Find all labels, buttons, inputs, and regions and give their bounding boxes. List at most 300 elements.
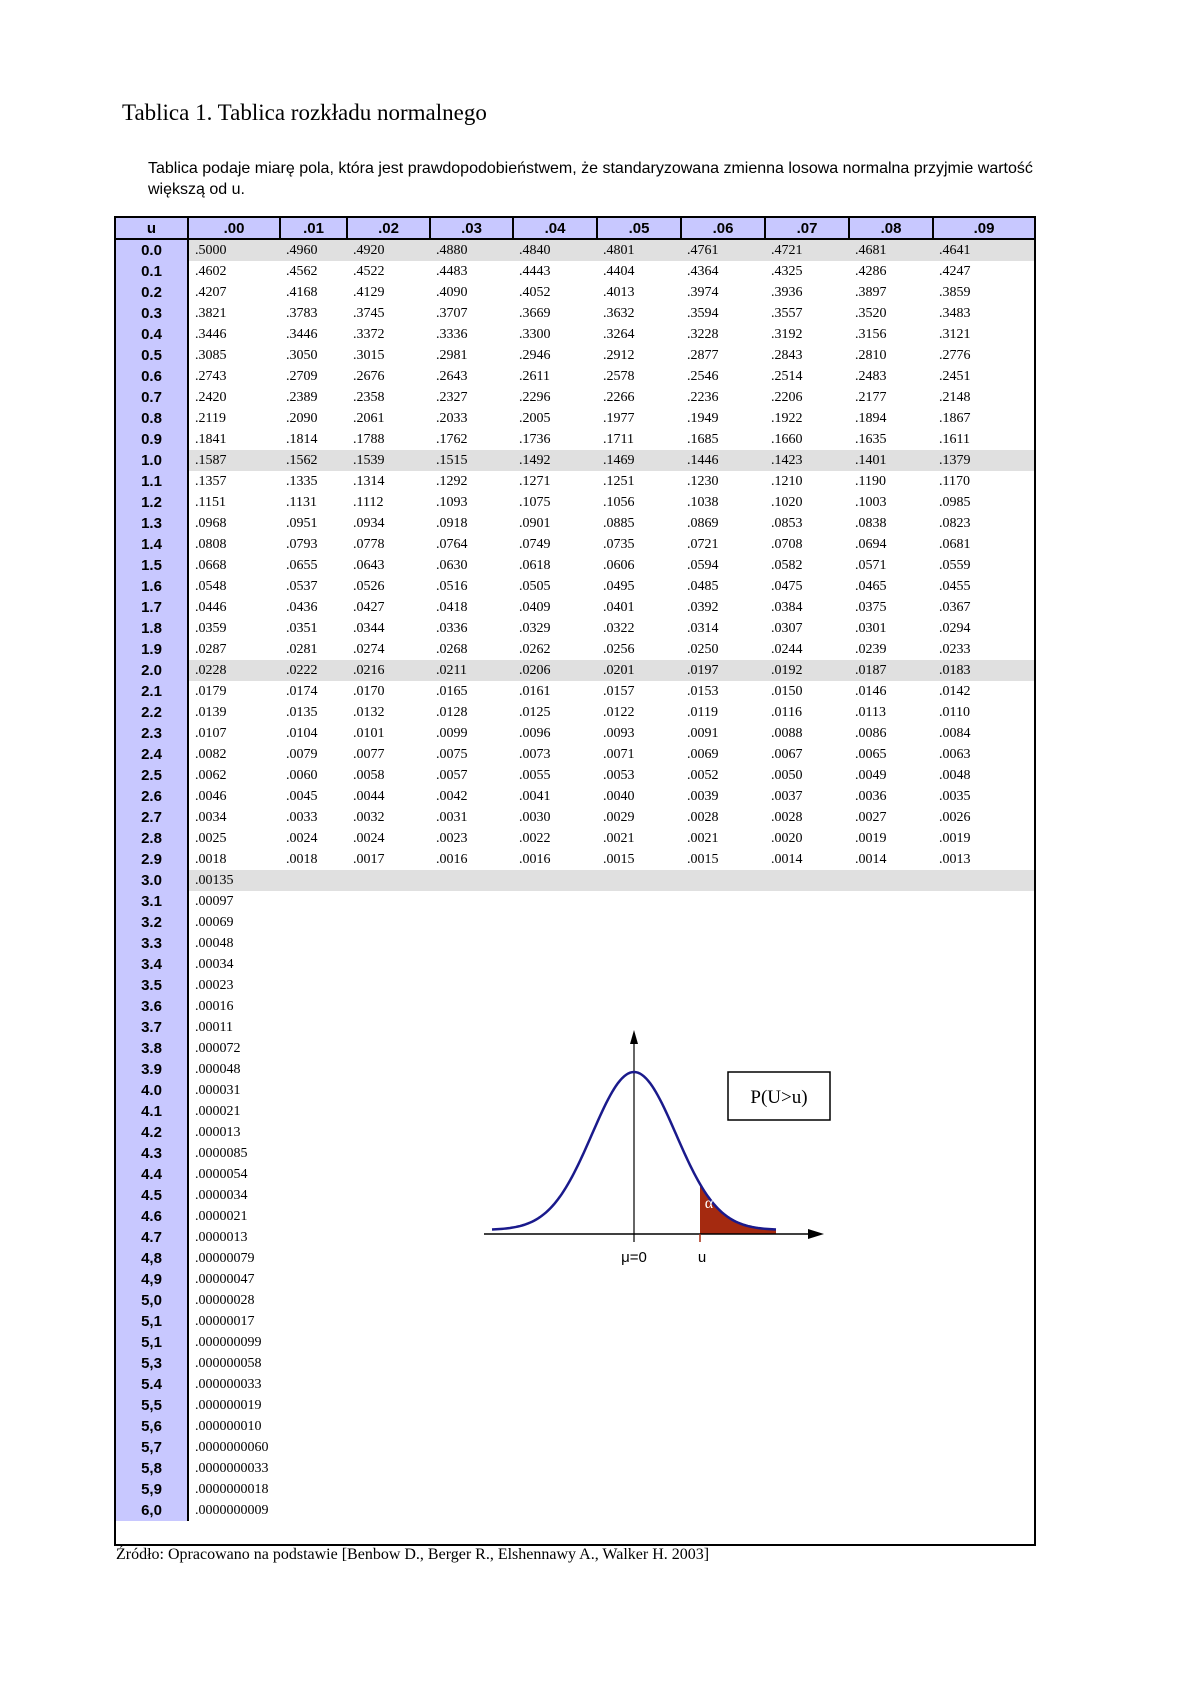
table-cell [933, 1311, 1034, 1332]
table-row [116, 345, 1034, 366]
table-cell: .2912 [603, 348, 635, 363]
table-row [116, 1290, 1034, 1311]
table-cell: .0067 [771, 747, 803, 762]
table-cell [280, 1479, 347, 1500]
table-cell: .0014 [771, 852, 803, 867]
table-cell: .00011 [195, 1020, 233, 1035]
table-cell: .1977 [603, 411, 635, 426]
table-cell: .0028 [687, 810, 719, 825]
row-u-value: 3.6 [116, 996, 188, 1017]
table-cell [513, 1437, 597, 1458]
table-row [116, 786, 1034, 807]
table-cell [681, 933, 765, 954]
table-row [116, 744, 1034, 765]
table-cell [347, 1164, 430, 1185]
table-cell: .0026 [939, 810, 971, 825]
table-cell: .1685 [687, 432, 719, 447]
row-u-value: 0.7 [116, 387, 188, 408]
table-row [116, 765, 1034, 786]
column-header: .08 [849, 218, 933, 239]
table-cell [765, 891, 849, 912]
table-cell: .00000047 [195, 1272, 255, 1287]
table-cell: .0153 [687, 684, 719, 699]
table-cell: .0436 [286, 600, 318, 615]
row-u-value: 2.4 [116, 744, 188, 765]
table-cell [849, 1248, 933, 1269]
table-cell: .2206 [771, 390, 803, 405]
table-cell: .0721 [687, 537, 719, 552]
table-cell: .0606 [603, 558, 635, 573]
table-cell: .1841 [195, 432, 227, 447]
table-cell [765, 1500, 849, 1521]
table-cell: .0367 [939, 600, 971, 615]
table-cell [933, 1122, 1034, 1143]
row-u-value: 6,0 [116, 1500, 188, 1521]
table-cell: .4801 [597, 239, 681, 261]
row-u-value: 2.5 [116, 765, 188, 786]
table-cell [347, 1101, 430, 1122]
table-cell: .0384 [771, 600, 803, 615]
table-cell [597, 1290, 681, 1311]
table-row [116, 429, 1034, 450]
row-u-value: 5,8 [116, 1458, 188, 1479]
table-cell [430, 1374, 513, 1395]
table-cell: .00048 [195, 936, 234, 951]
table-cell: .0132 [353, 705, 385, 720]
table-cell [597, 1500, 681, 1521]
table-cell [849, 1290, 933, 1311]
table-cell: .4207 [195, 285, 227, 300]
table-row [116, 807, 1034, 828]
row-u-value: 1.2 [116, 492, 188, 513]
table-cell: .0869 [687, 516, 719, 531]
table-cell: .3897 [855, 285, 887, 300]
table-cell: .00034 [195, 957, 234, 972]
table-cell [280, 1227, 347, 1248]
table-cell: .2546 [687, 369, 719, 384]
table-row [116, 1500, 1034, 1521]
row-u-value: 2.6 [116, 786, 188, 807]
table-cell [933, 1500, 1034, 1521]
table-row [116, 954, 1034, 975]
row-u-value: 3.1 [116, 891, 188, 912]
table-cell [933, 1479, 1034, 1500]
table-cell: .4920 [347, 239, 430, 261]
table-cell: .4641 [933, 239, 1034, 261]
table-cell [513, 912, 597, 933]
table-cell [765, 1311, 849, 1332]
table-cell: .0077 [353, 747, 385, 762]
table-cell [765, 1479, 849, 1500]
table-row [116, 912, 1034, 933]
row-u-value: 0.6 [116, 366, 188, 387]
table-row [116, 408, 1034, 429]
u-label: u [697, 1249, 707, 1266]
table-cell: .1401 [849, 450, 933, 471]
table-cell: .0485 [687, 579, 719, 594]
row-u-value: 1.7 [116, 597, 188, 618]
table-cell [597, 891, 681, 912]
table-row [116, 450, 1034, 471]
table-cell [280, 1332, 347, 1353]
row-u-value: 0.8 [116, 408, 188, 429]
table-cell: .2611 [519, 369, 550, 384]
table-cell: .0968 [195, 516, 227, 531]
table-cell [430, 1311, 513, 1332]
row-u-value: 1.5 [116, 555, 188, 576]
table-row [116, 870, 1034, 891]
table-cell [765, 996, 849, 1017]
table-cell: .0014 [855, 852, 887, 867]
table-cell [347, 1269, 430, 1290]
table-cell [597, 1332, 681, 1353]
table-cell: .0071 [603, 747, 635, 762]
table-cell: .0735 [603, 537, 635, 552]
table-cell: .4602 [195, 264, 227, 279]
table-cell: .1230 [687, 474, 719, 489]
table-cell: .1894 [855, 411, 887, 426]
table-cell: .3300 [519, 327, 551, 342]
table-cell: .3050 [286, 348, 318, 363]
table-cell: .2236 [687, 390, 719, 405]
table-cell: .3520 [855, 306, 887, 321]
table-row [116, 513, 1034, 534]
table-cell: .0104 [286, 726, 318, 741]
table-row [116, 387, 1034, 408]
table-row [116, 828, 1034, 849]
table-cell [681, 954, 765, 975]
table-cell [347, 1311, 430, 1332]
table-cell: .0206 [513, 660, 597, 681]
table-cell: .0418 [436, 600, 468, 615]
table-cell: .0793 [286, 537, 318, 552]
table-cell: .1131 [286, 495, 317, 510]
row-u-value: 2.8 [116, 828, 188, 849]
table-cell: .0401 [603, 600, 635, 615]
table-cell: .3192 [771, 327, 803, 342]
row-u-value: 3.5 [116, 975, 188, 996]
table-cell [430, 870, 513, 891]
table-cell: .0375 [855, 600, 887, 615]
table-cell: .0901 [519, 516, 551, 531]
table-cell: .0216 [347, 660, 430, 681]
row-u-value: 5,3 [116, 1353, 188, 1374]
table-cell: .0778 [353, 537, 385, 552]
table-cell [849, 1206, 933, 1227]
table-cell: .0033 [286, 810, 318, 825]
table-cell [933, 1101, 1034, 1122]
table-cell [765, 1458, 849, 1479]
table-cell [347, 1395, 430, 1416]
table-cell [597, 1374, 681, 1395]
table-cell [849, 996, 933, 1017]
table-cell: .3745 [353, 306, 385, 321]
table-cell [347, 1143, 430, 1164]
table-cell [347, 1227, 430, 1248]
table-cell [280, 1353, 347, 1374]
table-cell: .3446 [286, 327, 318, 342]
table-cell [933, 1080, 1034, 1101]
table-cell: .3372 [353, 327, 385, 342]
table-cell [347, 870, 430, 891]
table-cell: .0294 [939, 621, 971, 636]
table-cell: .0069 [687, 747, 719, 762]
table-cell [849, 1416, 933, 1437]
table-cell [765, 1353, 849, 1374]
table-cell [933, 1059, 1034, 1080]
table-cell: .0655 [286, 558, 318, 573]
table-cell [849, 1353, 933, 1374]
table-cell: .2327 [436, 390, 468, 405]
table-cell [513, 1290, 597, 1311]
table-cell: .0192 [765, 660, 849, 681]
table-cell [280, 975, 347, 996]
table-cell [347, 1416, 430, 1437]
table-cell: .0307 [771, 621, 803, 636]
table-cell: .0041 [519, 789, 551, 804]
table-cell: .1867 [939, 411, 971, 426]
table-cell: .0093 [603, 726, 635, 741]
table-cell [933, 891, 1034, 912]
table-cell [513, 1458, 597, 1479]
table-cell: .0053 [603, 768, 635, 783]
table-cell: .3936 [771, 285, 803, 300]
row-u-value: 5,5 [116, 1395, 188, 1416]
table-cell [513, 870, 597, 891]
table-cell: .1314 [353, 474, 385, 489]
table-cell: .000000033 [195, 1377, 262, 1392]
table-cell: .4840 [513, 239, 597, 261]
table-cell: .0073 [519, 747, 551, 762]
table-cell [933, 1185, 1034, 1206]
table-cell: .2514 [771, 369, 803, 384]
row-u-value: 4,8 [116, 1248, 188, 1269]
table-row [116, 1437, 1034, 1458]
table-cell: .0250 [687, 642, 719, 657]
table-cell: .000000058 [195, 1356, 262, 1371]
table-cell [280, 1185, 347, 1206]
table-cell: .0113 [855, 705, 886, 720]
probability-label: P(U>u) [750, 1087, 808, 1108]
table-cell: .1271 [519, 474, 551, 489]
table-cell: .2981 [436, 348, 468, 363]
table-cell [430, 891, 513, 912]
table-cell: .0046 [195, 789, 227, 804]
row-u-value: 0.2 [116, 282, 188, 303]
table-cell [765, 1332, 849, 1353]
column-header: .06 [681, 218, 765, 239]
table-cell: .0060 [286, 768, 318, 783]
table-cell [933, 996, 1034, 1017]
table-cell: .0548 [195, 579, 227, 594]
table-cell: .1539 [347, 450, 430, 471]
table-cell [430, 1500, 513, 1521]
table-cell [347, 1248, 430, 1269]
row-u-value: 4.3 [116, 1143, 188, 1164]
table-cell: .0015 [603, 852, 635, 867]
table-cell: .1736 [519, 432, 551, 447]
table-cell [933, 1143, 1034, 1164]
table-cell: .2483 [855, 369, 887, 384]
table-cell: .4286 [855, 264, 887, 279]
table-cell: .0000013 [195, 1230, 248, 1245]
table-cell: .00023 [195, 978, 234, 993]
table-cell: .0048 [939, 768, 971, 783]
table-cell [681, 1311, 765, 1332]
table-cell [933, 1206, 1034, 1227]
table-cell: .0055 [519, 768, 551, 783]
table-cell: .3336 [436, 327, 468, 342]
table-cell: .1335 [286, 474, 318, 489]
table-cell [430, 954, 513, 975]
table-cell [347, 1017, 430, 1038]
table-cell [280, 1395, 347, 1416]
row-u-value: 5.4 [116, 1374, 188, 1395]
table-cell [513, 1332, 597, 1353]
row-u-value: 0.5 [116, 345, 188, 366]
table-cell: .0028 [771, 810, 803, 825]
table-cell [347, 1122, 430, 1143]
table-cell: .0000054 [195, 1167, 248, 1182]
table-cell: .3483 [939, 306, 971, 321]
table-cell [597, 870, 681, 891]
table-cell: .0135 [286, 705, 318, 720]
table-cell: .0042 [436, 789, 468, 804]
row-u-value: 5,0 [116, 1290, 188, 1311]
row-u-value: 1.0 [116, 450, 188, 471]
table-row [116, 660, 1034, 681]
table-cell: .0274 [353, 642, 385, 657]
table-cell [280, 1269, 347, 1290]
row-u-value: 4.7 [116, 1227, 188, 1248]
table-cell: .000000019 [195, 1398, 262, 1413]
table-cell: .0256 [603, 642, 635, 657]
table-cell [849, 1332, 933, 1353]
table-cell [280, 1290, 347, 1311]
table-cell: .1635 [855, 432, 887, 447]
table-cell: .0013 [939, 852, 971, 867]
table-cell [280, 933, 347, 954]
table-cell: .4129 [353, 285, 385, 300]
table-cell [347, 912, 430, 933]
table-cell [933, 870, 1034, 891]
table-cell [280, 1143, 347, 1164]
table-cell: .0024 [286, 831, 318, 846]
table-cell: .0643 [353, 558, 385, 573]
table-cell [280, 996, 347, 1017]
table-cell: .4721 [765, 239, 849, 261]
table-cell [849, 975, 933, 996]
table-cell: .2843 [771, 348, 803, 363]
table-cell: .0000085 [195, 1146, 248, 1161]
table-cell: .0084 [939, 726, 971, 741]
table-cell [347, 1479, 430, 1500]
table-cell: .0018 [286, 852, 318, 867]
table-row [116, 1479, 1034, 1500]
row-u-value: 4.6 [116, 1206, 188, 1227]
table-header-row [116, 218, 1034, 239]
table-cell [681, 1500, 765, 1521]
table-cell [513, 1311, 597, 1332]
row-u-value: 1.9 [116, 639, 188, 660]
table-row [116, 492, 1034, 513]
table-cell: .4880 [430, 239, 513, 261]
table-cell: .1038 [687, 495, 719, 510]
table-row [116, 534, 1034, 555]
table-cell [681, 996, 765, 1017]
table-cell: .4052 [519, 285, 551, 300]
row-u-value: 2.9 [116, 849, 188, 870]
table-cell: .0161 [519, 684, 551, 699]
table-cell [280, 1017, 347, 1038]
row-u-value: 2.7 [116, 807, 188, 828]
table-cell: .4483 [436, 264, 468, 279]
column-header: u [116, 218, 188, 239]
table-cell [513, 933, 597, 954]
page-title: Tablica 1. Tablica rozkładu normalnego [122, 100, 487, 125]
table-cell: .0142 [939, 684, 971, 699]
table-cell: .0516 [436, 579, 468, 594]
table-row [116, 702, 1034, 723]
table-cell [933, 1437, 1034, 1458]
table-cell [430, 1416, 513, 1437]
table-cell: .0015 [687, 852, 719, 867]
table-cell [347, 1332, 430, 1353]
table-cell [280, 1164, 347, 1185]
table-cell [597, 1395, 681, 1416]
table-cell [597, 954, 681, 975]
table-cell [933, 975, 1034, 996]
row-u-value: 0.4 [116, 324, 188, 345]
table-cell: .2266 [603, 390, 635, 405]
table-cell [347, 1059, 430, 1080]
table-cell [765, 870, 849, 891]
table-cell [933, 1458, 1034, 1479]
table-cell: .0000000009 [195, 1503, 269, 1518]
table-cell: .1587 [188, 450, 280, 471]
table-cell: .0032 [353, 810, 385, 825]
table-cell: .0505 [519, 579, 551, 594]
column-header: .04 [513, 218, 597, 239]
row-u-value: 2.3 [116, 723, 188, 744]
table-cell: .0427 [353, 600, 385, 615]
table-cell: .0174 [286, 684, 318, 699]
row-u-value: 1.8 [116, 618, 188, 639]
table-cell [849, 1059, 933, 1080]
table-row [116, 1374, 1034, 1395]
table-cell: .0025 [195, 831, 227, 846]
row-u-value: 1.6 [116, 576, 188, 597]
table-cell: .3156 [855, 327, 887, 342]
table-cell [849, 1101, 933, 1122]
table-cell: .0233 [939, 642, 971, 657]
row-u-value: 5,7 [116, 1437, 188, 1458]
table-cell: .0096 [519, 726, 551, 741]
table-cell: .1170 [939, 474, 970, 489]
table-cell [933, 1164, 1034, 1185]
table-cell [849, 870, 933, 891]
table-cell: .0039 [687, 789, 719, 804]
table-cell: .0119 [687, 705, 718, 720]
table-cell [347, 1290, 430, 1311]
table-cell [430, 996, 513, 1017]
row-u-value: 2.1 [116, 681, 188, 702]
table-cell: .1446 [681, 450, 765, 471]
table-cell: .000013 [195, 1125, 241, 1140]
table-cell [280, 1059, 347, 1080]
table-cell [849, 1311, 933, 1332]
table-cell: .0030 [519, 810, 551, 825]
